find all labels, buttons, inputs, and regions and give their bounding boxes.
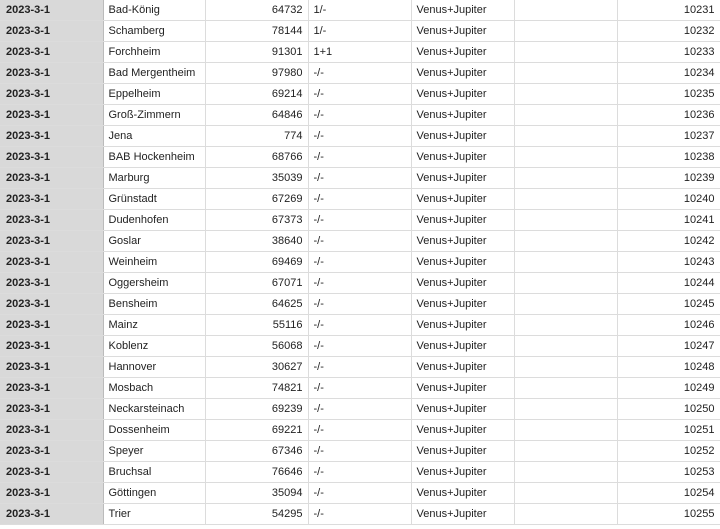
cell-postal-code[interactable]: 35094 xyxy=(205,483,308,504)
cell-postal-code[interactable]: 69214 xyxy=(205,84,308,105)
cell-postal-code[interactable]: 74821 xyxy=(205,378,308,399)
cell-city[interactable]: Dossenheim xyxy=(103,420,205,441)
cell-ratio[interactable]: -/- xyxy=(308,504,411,525)
cell-ratio[interactable]: -/- xyxy=(308,105,411,126)
table-row xyxy=(0,441,720,462)
cell-ratio[interactable]: 1/- xyxy=(308,21,411,42)
cell-ratio[interactable]: 1+1 xyxy=(308,42,411,63)
cell-type[interactable]: Venus+Jupiter xyxy=(411,273,514,294)
cell-postal-code[interactable]: 64732 xyxy=(205,0,308,21)
table-row xyxy=(0,210,720,231)
cell-ratio[interactable]: -/- xyxy=(308,147,411,168)
cell-empty[interactable] xyxy=(514,483,617,504)
cell-city[interactable]: Speyer xyxy=(103,441,205,462)
cell-ratio[interactable]: -/- xyxy=(308,378,411,399)
cell-postal-code[interactable]: 54295 xyxy=(205,504,308,525)
cell-ratio[interactable]: -/- xyxy=(308,336,411,357)
cell-city[interactable]: Dudenhofen xyxy=(103,210,205,231)
cell-type[interactable]: Venus+Jupiter xyxy=(411,105,514,126)
cell-id[interactable]: 10234 xyxy=(617,63,720,84)
cell-city[interactable]: Marburg xyxy=(103,168,205,189)
cell-empty[interactable] xyxy=(514,42,617,63)
cell-id[interactable]: 10250 xyxy=(617,399,720,420)
cell-type[interactable]: Venus+Jupiter xyxy=(411,378,514,399)
cell-city[interactable]: Bad-König xyxy=(103,0,205,21)
cell-city[interactable]: Mainz xyxy=(103,315,205,336)
cell-empty[interactable] xyxy=(514,189,617,210)
cell-empty[interactable] xyxy=(514,504,617,525)
table-row xyxy=(0,168,720,189)
cell-city[interactable]: Goslar xyxy=(103,231,205,252)
cell-empty[interactable] xyxy=(514,0,617,21)
cell-type[interactable]: Venus+Jupiter xyxy=(411,210,514,231)
cell-postal-code[interactable]: 67269 xyxy=(205,189,308,210)
cell-empty[interactable] xyxy=(514,210,617,231)
cell-date[interactable]: 2023-3-1 xyxy=(0,504,103,525)
cell-date[interactable]: 2023-3-1 xyxy=(0,189,103,210)
cell-postal-code[interactable]: 78144 xyxy=(205,21,308,42)
cell-empty[interactable] xyxy=(514,105,617,126)
cell-id[interactable]: 10242 xyxy=(617,231,720,252)
cell-date[interactable]: 2023-3-1 xyxy=(0,126,103,147)
cell-type[interactable]: Venus+Jupiter xyxy=(411,63,514,84)
cell-postal-code[interactable]: 30627 xyxy=(205,357,308,378)
cell-postal-code[interactable]: 774 xyxy=(205,126,308,147)
cell-city[interactable]: Hannover xyxy=(103,357,205,378)
cell-id[interactable]: 10232 xyxy=(617,21,720,42)
cell-empty[interactable] xyxy=(514,147,617,168)
cell-empty[interactable] xyxy=(514,84,617,105)
cell-city[interactable]: Koblenz xyxy=(103,336,205,357)
table-row xyxy=(0,84,720,105)
cell-postal-code[interactable]: 64625 xyxy=(205,294,308,315)
cell-ratio[interactable]: -/- xyxy=(308,441,411,462)
cell-postal-code[interactable]: 67071 xyxy=(205,273,308,294)
cell-ratio[interactable]: -/- xyxy=(308,252,411,273)
cell-id[interactable]: 10241 xyxy=(617,210,720,231)
cell-postal-code[interactable]: 69239 xyxy=(205,399,308,420)
table-row xyxy=(0,399,720,420)
cell-postal-code[interactable]: 76646 xyxy=(205,462,308,483)
table-row xyxy=(0,357,720,378)
cell-city[interactable]: Oggersheim xyxy=(103,273,205,294)
cell-ratio[interactable]: -/- xyxy=(308,168,411,189)
cell-ratio[interactable]: -/- xyxy=(308,420,411,441)
cell-ratio[interactable]: -/- xyxy=(308,189,411,210)
table-row xyxy=(0,147,720,168)
cell-date[interactable]: 2023-3-1 xyxy=(0,105,103,126)
cell-type[interactable]: Venus+Jupiter xyxy=(411,420,514,441)
cell-id[interactable]: 10239 xyxy=(617,168,720,189)
cell-type[interactable]: Venus+Jupiter xyxy=(411,147,514,168)
cell-postal-code[interactable]: 67346 xyxy=(205,441,308,462)
cell-date[interactable]: 2023-3-1 xyxy=(0,336,103,357)
cell-date[interactable]: 2023-3-1 xyxy=(0,210,103,231)
cell-type[interactable]: Venus+Jupiter xyxy=(411,168,514,189)
cell-date[interactable]: 2023-3-1 xyxy=(0,0,103,21)
cell-empty[interactable] xyxy=(514,126,617,147)
cell-type[interactable]: Venus+Jupiter xyxy=(411,189,514,210)
cell-empty[interactable] xyxy=(514,63,617,84)
cell-date[interactable]: 2023-3-1 xyxy=(0,315,103,336)
table-row xyxy=(0,21,720,42)
cell-city[interactable]: Mosbach xyxy=(103,378,205,399)
cell-ratio[interactable]: -/- xyxy=(308,462,411,483)
cell-postal-code[interactable]: 68766 xyxy=(205,147,308,168)
cell-date[interactable]: 2023-3-1 xyxy=(0,399,103,420)
table-row xyxy=(0,0,720,21)
cell-date[interactable]: 2023-3-1 xyxy=(0,84,103,105)
cell-type[interactable]: Venus+Jupiter xyxy=(411,441,514,462)
cell-empty[interactable] xyxy=(514,231,617,252)
table-row xyxy=(0,63,720,84)
cell-id[interactable]: 10244 xyxy=(617,273,720,294)
cell-date[interactable]: 2023-3-1 xyxy=(0,168,103,189)
cell-postal-code[interactable]: 97980 xyxy=(205,63,308,84)
table-row xyxy=(0,483,720,504)
cell-type[interactable]: Venus+Jupiter xyxy=(411,42,514,63)
cell-type[interactable]: Venus+Jupiter xyxy=(411,252,514,273)
cell-type[interactable]: Venus+Jupiter xyxy=(411,462,514,483)
cell-city[interactable]: Weinheim xyxy=(103,252,205,273)
cell-city[interactable]: BAB Hockenheim xyxy=(103,147,205,168)
cell-type[interactable]: Venus+Jupiter xyxy=(411,315,514,336)
cell-city[interactable]: Bruchsal xyxy=(103,462,205,483)
table-row xyxy=(0,336,720,357)
cell-ratio[interactable]: -/- xyxy=(308,399,411,420)
cell-empty[interactable] xyxy=(514,273,617,294)
cell-type[interactable]: Venus+Jupiter xyxy=(411,399,514,420)
cell-date[interactable]: 2023-3-1 xyxy=(0,483,103,504)
cell-city[interactable]: Bensheim xyxy=(103,294,205,315)
table-row xyxy=(0,231,720,252)
cell-id[interactable]: 10248 xyxy=(617,357,720,378)
cell-type[interactable]: Venus+Jupiter xyxy=(411,84,514,105)
table-row xyxy=(0,273,720,294)
cell-id[interactable]: 10235 xyxy=(617,84,720,105)
cell-id[interactable]: 10255 xyxy=(617,504,720,525)
cell-postal-code[interactable]: 91301 xyxy=(205,42,308,63)
cell-ratio[interactable]: -/- xyxy=(308,483,411,504)
cell-id[interactable]: 10245 xyxy=(617,294,720,315)
cell-empty[interactable] xyxy=(514,357,617,378)
cell-date[interactable]: 2023-3-1 xyxy=(0,420,103,441)
cell-empty[interactable] xyxy=(514,441,617,462)
table-row xyxy=(0,105,720,126)
cell-empty[interactable] xyxy=(514,462,617,483)
cell-city[interactable]: Groß-Zimmern xyxy=(103,105,205,126)
cell-id[interactable]: 10247 xyxy=(617,336,720,357)
cell-type[interactable]: Venus+Jupiter xyxy=(411,0,514,21)
cell-id[interactable]: 10253 xyxy=(617,462,720,483)
cell-id[interactable]: 10246 xyxy=(617,315,720,336)
cell-empty[interactable] xyxy=(514,315,617,336)
cell-type[interactable]: Venus+Jupiter xyxy=(411,294,514,315)
cell-type[interactable]: Venus+Jupiter xyxy=(411,231,514,252)
table-row xyxy=(0,42,720,63)
cell-ratio[interactable]: -/- xyxy=(308,357,411,378)
cell-id[interactable]: 10251 xyxy=(617,420,720,441)
cell-type[interactable]: Venus+Jupiter xyxy=(411,126,514,147)
cell-ratio[interactable]: 1/- xyxy=(308,0,411,21)
cell-date[interactable]: 2023-3-1 xyxy=(0,378,103,399)
cell-city[interactable]: Neckarsteinach xyxy=(103,399,205,420)
table-row xyxy=(0,462,720,483)
table-row xyxy=(0,294,720,315)
cell-ratio[interactable]: -/- xyxy=(308,273,411,294)
table-row xyxy=(0,126,720,147)
cell-ratio[interactable]: -/- xyxy=(308,63,411,84)
table-row xyxy=(0,189,720,210)
cell-id[interactable]: 10249 xyxy=(617,378,720,399)
cell-id[interactable]: 10238 xyxy=(617,147,720,168)
cell-date[interactable]: 2023-3-1 xyxy=(0,147,103,168)
cell-type[interactable]: Venus+Jupiter xyxy=(411,21,514,42)
cell-date[interactable]: 2023-3-1 xyxy=(0,441,103,462)
cell-ratio[interactable]: -/- xyxy=(308,294,411,315)
cell-ratio[interactable]: -/- xyxy=(308,315,411,336)
cell-id[interactable]: 10231 xyxy=(617,0,720,21)
table-row xyxy=(0,504,720,525)
cell-id[interactable]: 10240 xyxy=(617,189,720,210)
table-row xyxy=(0,315,720,336)
cell-type[interactable]: Venus+Jupiter xyxy=(411,336,514,357)
cell-id[interactable]: 10237 xyxy=(617,126,720,147)
cell-date[interactable]: 2023-3-1 xyxy=(0,462,103,483)
cell-ratio[interactable]: -/- xyxy=(308,231,411,252)
cell-city[interactable]: Göttingen xyxy=(103,483,205,504)
cell-city[interactable]: Jena xyxy=(103,126,205,147)
cell-date[interactable]: 2023-3-1 xyxy=(0,294,103,315)
cell-ratio[interactable]: -/- xyxy=(308,210,411,231)
cell-postal-code[interactable]: 69221 xyxy=(205,420,308,441)
cell-postal-code[interactable]: 55116 xyxy=(205,315,308,336)
cell-postal-code[interactable]: 69469 xyxy=(205,252,308,273)
cell-empty[interactable] xyxy=(514,420,617,441)
table-row xyxy=(0,420,720,441)
cell-city[interactable]: Forchheim xyxy=(103,42,205,63)
cell-date[interactable]: 2023-3-1 xyxy=(0,42,103,63)
cell-city[interactable]: Eppelheim xyxy=(103,84,205,105)
cell-type[interactable]: Venus+Jupiter xyxy=(411,483,514,504)
cell-id[interactable]: 10254 xyxy=(617,483,720,504)
cell-date[interactable]: 2023-3-1 xyxy=(0,21,103,42)
cell-postal-code[interactable]: 64846 xyxy=(205,105,308,126)
cell-postal-code[interactable]: 56068 xyxy=(205,336,308,357)
cell-empty[interactable] xyxy=(514,294,617,315)
cell-city[interactable]: Bad Mergentheim xyxy=(103,63,205,84)
cell-empty[interactable] xyxy=(514,399,617,420)
cell-id[interactable]: 10252 xyxy=(617,441,720,462)
cell-empty[interactable] xyxy=(514,252,617,273)
cell-type[interactable]: Venus+Jupiter xyxy=(411,504,514,525)
cell-date[interactable]: 2023-3-1 xyxy=(0,273,103,294)
cell-postal-code[interactable]: 38640 xyxy=(205,231,308,252)
cell-id[interactable]: 10236 xyxy=(617,105,720,126)
cell-city[interactable]: Schamberg xyxy=(103,21,205,42)
cell-postal-code[interactable]: 67373 xyxy=(205,210,308,231)
cell-date[interactable]: 2023-3-1 xyxy=(0,357,103,378)
table-row xyxy=(0,252,720,273)
cell-type[interactable]: Venus+Jupiter xyxy=(411,357,514,378)
cell-empty[interactable] xyxy=(514,21,617,42)
cell-date[interactable]: 2023-3-1 xyxy=(0,252,103,273)
cell-id[interactable]: 10243 xyxy=(617,252,720,273)
cell-date[interactable]: 2023-3-1 xyxy=(0,63,103,84)
cell-empty[interactable] xyxy=(514,336,617,357)
cell-id[interactable]: 10233 xyxy=(617,42,720,63)
cell-empty[interactable] xyxy=(514,378,617,399)
cell-city[interactable]: Grünstadt xyxy=(103,189,205,210)
cell-city[interactable]: Trier xyxy=(103,504,205,525)
cell-ratio[interactable]: -/- xyxy=(308,126,411,147)
table-row xyxy=(0,378,720,399)
cell-date[interactable]: 2023-3-1 xyxy=(0,231,103,252)
cell-ratio[interactable]: -/- xyxy=(308,84,411,105)
cell-postal-code[interactable]: 35039 xyxy=(205,168,308,189)
cell-empty[interactable] xyxy=(514,168,617,189)
